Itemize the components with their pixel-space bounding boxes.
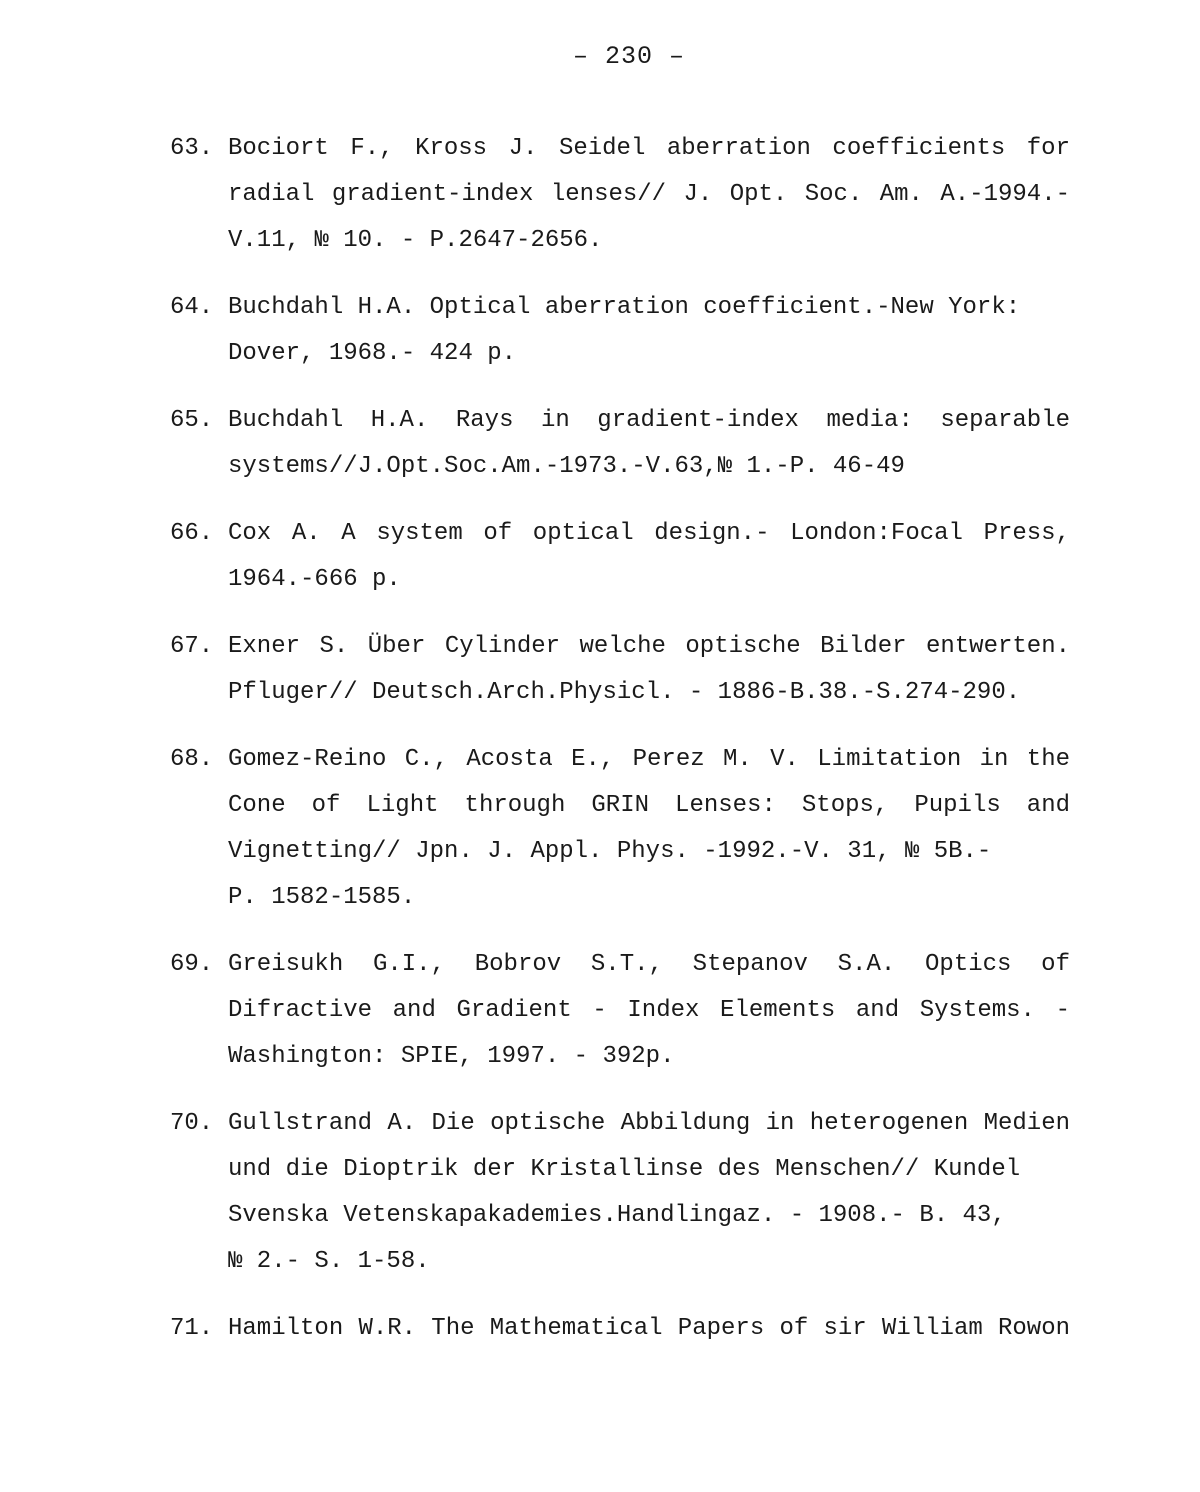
reference-number: 68. xyxy=(170,746,214,773)
reference-item xyxy=(170,1306,1070,1352)
reference-item xyxy=(170,624,1070,716)
reference-item xyxy=(170,398,1070,490)
reference-line: Cone of Light through GRIN Lenses: Stops, Pupils and xyxy=(228,792,1070,819)
reference-line: Pfluger// Deutsch.Arch.Physicl. - 1886-B.38.-S.274-290. xyxy=(228,679,1021,706)
reference-line: Bociort F., Kross J. Seidel aberration coefficients for xyxy=(228,135,1070,162)
reference-line: 1964.-666 p. xyxy=(228,566,401,593)
reference-item xyxy=(170,126,1070,264)
reference-line: Difractive and Gradient - Index Elements and Systems. - xyxy=(228,997,1070,1024)
reference-line: Hamilton W.R. The Mathematical Papers of sir William Rowon xyxy=(228,1315,1070,1342)
reference-line: Buchdahl H.A. Optical aberration coefficient.-New York: xyxy=(228,294,1021,321)
reference-item xyxy=(170,285,1070,377)
reference-line: Cox A. A system of optical design.- London:Focal Press, xyxy=(228,520,1070,547)
reference-line: P. 1582-1585. xyxy=(228,884,416,911)
reference-line: und die Dioptrik der Kristallinse des Menschen// Kundel xyxy=(228,1156,1021,1183)
reference-item xyxy=(170,1101,1070,1285)
reference-number: 66. xyxy=(170,520,214,547)
reference-number: 71. xyxy=(170,1315,214,1342)
reference-number: 65. xyxy=(170,407,214,434)
reference-line: Greisukh G.I., Bobrov S.T., Stepanov S.A. Optics of xyxy=(228,951,1070,978)
reference-number: 63. xyxy=(170,135,214,162)
page-number: – 230 – xyxy=(572,42,686,71)
reference-line: Dover, 1968.- 424 p. xyxy=(228,340,517,367)
reference-item xyxy=(170,737,1070,921)
reference-line: Vignetting// Jpn. J. Appl. Phys. -1992.-V. 31, № 5B.- xyxy=(228,838,992,865)
reference-line: V.11, № 10. - P.2647-2656. xyxy=(228,227,603,254)
reference-line: Buchdahl H.A. Rays in gradient-index media: separable xyxy=(228,407,1070,434)
reference-line: Exner S. Über Cylinder welche optische Bilder entwerten. xyxy=(228,633,1070,660)
reference-line: № 2.- S. 1-58. xyxy=(228,1248,430,1275)
reference-line: radial gradient-index lenses// J. Opt. Soc. Am. A.-1994.- xyxy=(228,181,1070,208)
reference-item xyxy=(170,511,1070,603)
reference-number: 67. xyxy=(170,633,214,660)
reference-number: 64. xyxy=(170,294,214,321)
reference-line: Gullstrand A. Die optische Abbildung in heterogenen Medien xyxy=(228,1110,1070,1137)
reference-line: Svenska Vetenskapakademies.Handlingaz. - 1908.- B. 43, xyxy=(228,1202,1006,1229)
reference-item xyxy=(170,942,1070,1080)
reference-line: Washington: SPIE, 1997. - 392p. xyxy=(228,1043,675,1070)
reference-list xyxy=(170,126,1070,1373)
reference-line: systems//J.Opt.Soc.Am.-1973.-V.63,№ 1.-P. 46-49 xyxy=(228,453,905,480)
reference-number: 69. xyxy=(170,951,214,978)
reference-line: Gomez-Reino C., Acosta E., Perez M. V. Limitation in the xyxy=(228,746,1070,773)
reference-number: 70. xyxy=(170,1110,214,1137)
